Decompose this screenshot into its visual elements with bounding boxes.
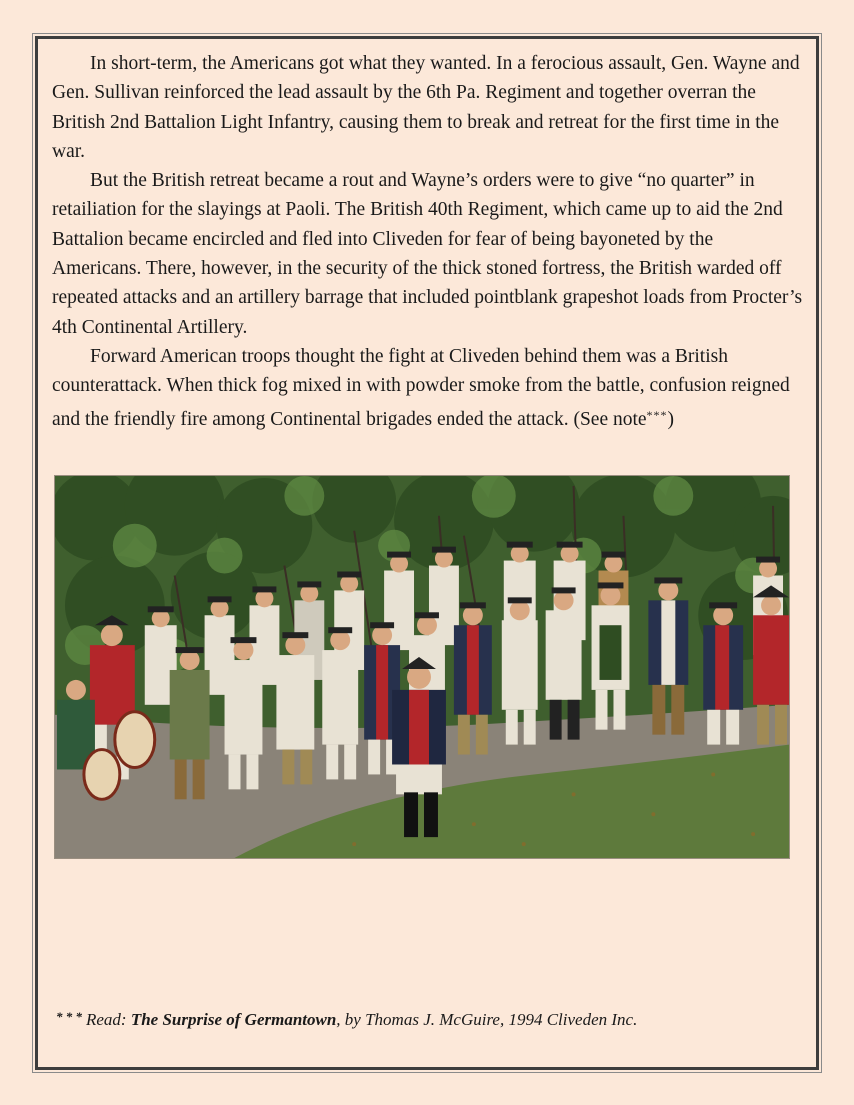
paragraph-3-close: ) (667, 408, 675, 430)
paragraph-3-text: Forward American troops thought the fight at Cliveden behind them was a British counterattack. When thick fog mixed in with powder smoke from the battle, confusion reigned and the friendly fire among Continental brigades ended the attack. (See note (52, 345, 790, 430)
note-mark: *** (646, 407, 668, 422)
paragraph-3 (52, 342, 804, 434)
reenactors-photo (54, 475, 790, 859)
footnote-stars: * * * (56, 1009, 82, 1024)
reenactors-photo-illustration (55, 476, 789, 858)
page-frame (35, 36, 819, 1070)
paragraph-1: In short-term, the Americans got what they wanted. In a ferocious assault, Gen. Wayne and Gen. Sullivan reinforced the lead assault by the 6th Pa. Regiment and together overran the British 2nd Battalion Light Infantry, causing them to break and retreat for the first time in the war. (52, 53, 800, 162)
footnote-suffix: , by Thomas J. McGuire, 1994 Cliveden Inc. (336, 1010, 638, 1029)
footnote-prefix: Read: (86, 1010, 131, 1029)
footnote (56, 1009, 796, 1030)
paragraph-2: But the British retreat became a rout and Wayne’s orders were to give “no quarter” in retailiation for the slayings at Paoli. The British 40th Regiment, which came up to aid the 2nd Battalion became encircled and fled into Cliveden for fear of being bayoneted by the Americans. There, however, in the security of the thick stoned fortress, the British warded off repeated attacks and an artillery barrage that included pointblank grapeshot loads from Procter’s 4th Continental Artillery. (52, 170, 803, 338)
footnote-book-title: The Surprise of Germantown (130, 1010, 337, 1029)
body-text (52, 49, 804, 434)
